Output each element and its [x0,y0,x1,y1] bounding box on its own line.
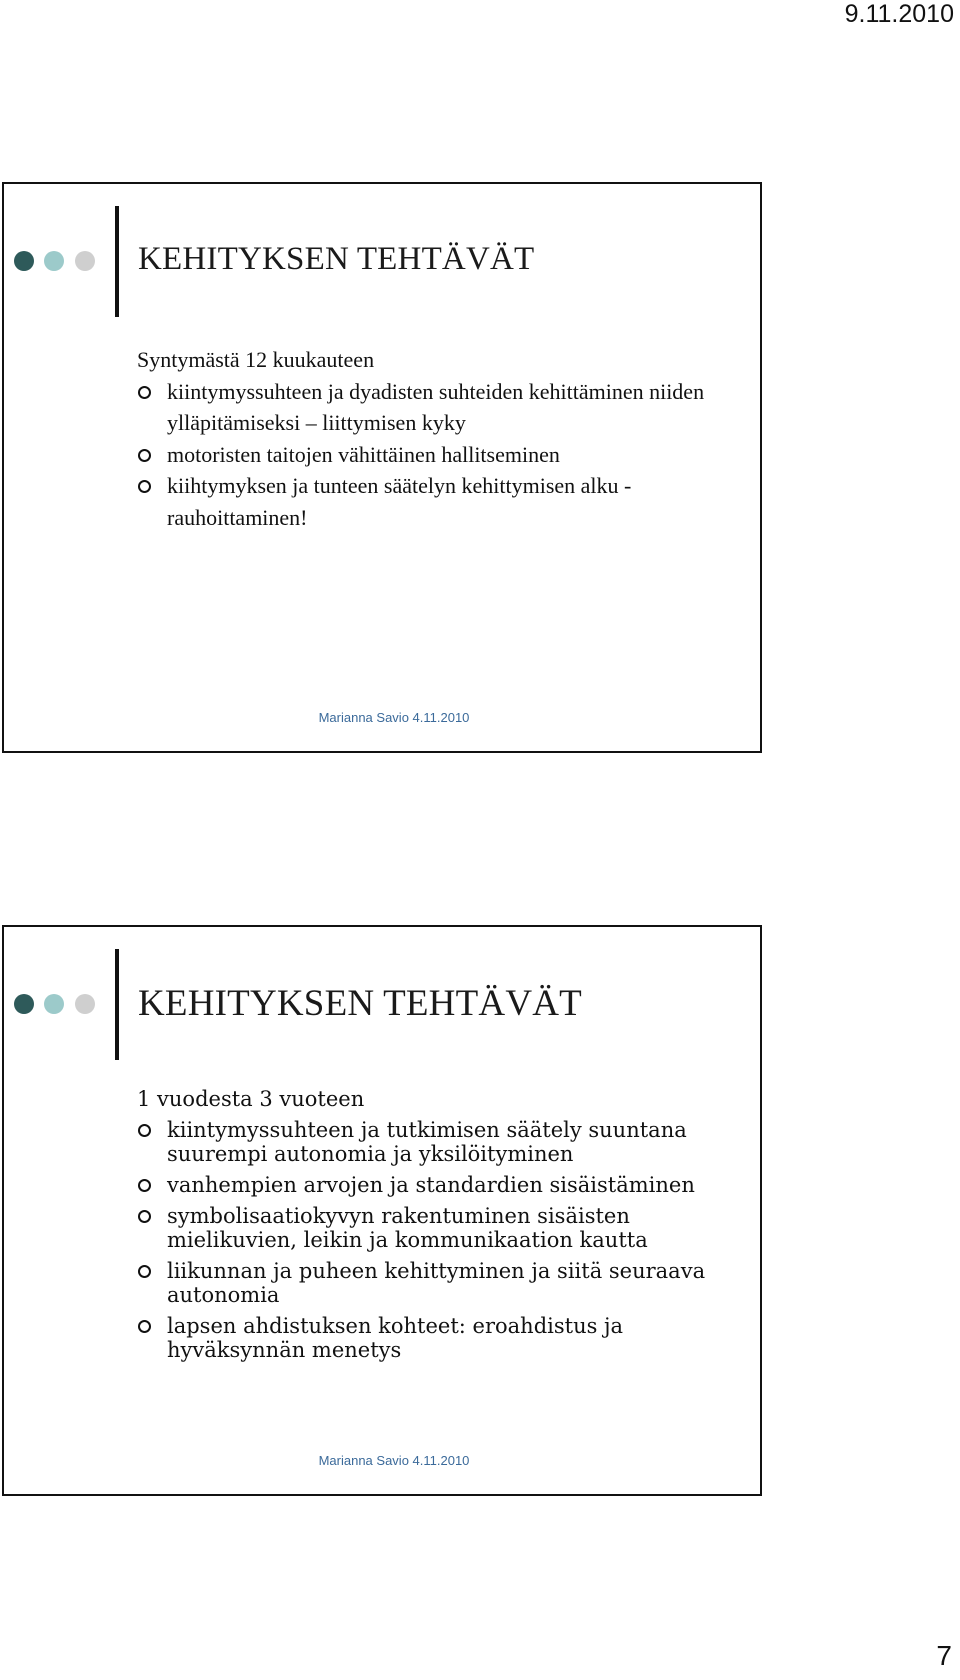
list-item [137,439,737,471]
slide-1 [2,182,762,753]
page-date: 9.11.2010 [844,0,954,28]
list-item-text: lapsen ahdistuksen kohteet: eroahdistus ja hyväksynnän menetys [167,1314,624,1362]
dot-mid-icon [44,994,64,1014]
list-item [137,1259,747,1307]
title-rule [115,206,119,317]
slide-intro: 1 vuodesta 3 vuoteen [137,1087,365,1111]
dot-light-icon [75,251,95,271]
list-item [137,1314,747,1362]
list-item-text: liikunnan ja puheen kehittyminen ja siitä seuraava autonomia [167,1259,706,1307]
list-item-text: kiintymyssuhteen ja tutkimisen säätely suuntana suurempi autonomia ja yksilöityminen [167,1118,687,1166]
list-item [137,470,737,533]
list-item-text: vanhempien arvojen ja standardien sisäistäminen [167,1173,695,1197]
bullet-list [137,1118,747,1362]
list-item [137,1118,747,1166]
title-rule [115,949,119,1060]
ring-bullet-icon [138,449,151,462]
ring-bullet-icon [138,480,151,493]
slide-intro: Syntymästä 12 kuukauteen [137,347,375,372]
list-item-text: motoristen taitojen vähittäinen hallitseminen [167,441,560,467]
ring-bullet-icon [138,1179,151,1192]
list-item [137,1173,747,1197]
slide-title: KEHITYKSEN TEHTÄVÄT [138,241,535,277]
dot-dark-icon [14,251,34,271]
list-item [137,376,737,439]
dot-light-icon [75,994,95,1014]
list-item-text: symbolisaatiokyvyn rakentuminen sisäisten mielikuvien, leikin ja kommunikaation kautta [167,1204,648,1252]
slide-body [137,1087,747,1362]
bullet-list [137,376,737,534]
slide-title: KEHITYKSEN TEHTÄVÄT [138,983,582,1024]
list-item-text: kiintymyssuhteen ja dyadisten suhteiden kehittäminen niiden ylläpitämiseksi – liittymisen kyky [167,378,705,435]
slide-2 [2,925,762,1496]
ring-bullet-icon [138,386,151,399]
slide-body [137,344,737,533]
ring-bullet-icon [138,1124,151,1137]
slide-footer: Marianna Savio 4.11.2010 [318,1453,470,1468]
ring-bullet-icon [138,1265,151,1278]
list-item-text: kiihtymyksen ja tunteen säätelyn kehittymisen alku - rauhoittaminen! [167,473,632,530]
dot-dark-icon [14,994,34,1014]
ring-bullet-icon [138,1320,151,1333]
slide-footer: Marianna Savio 4.11.2010 [318,710,470,725]
list-item [137,1204,747,1252]
page-number: 7 [936,1640,952,1671]
ring-bullet-icon [138,1210,151,1223]
dot-mid-icon [44,251,64,271]
